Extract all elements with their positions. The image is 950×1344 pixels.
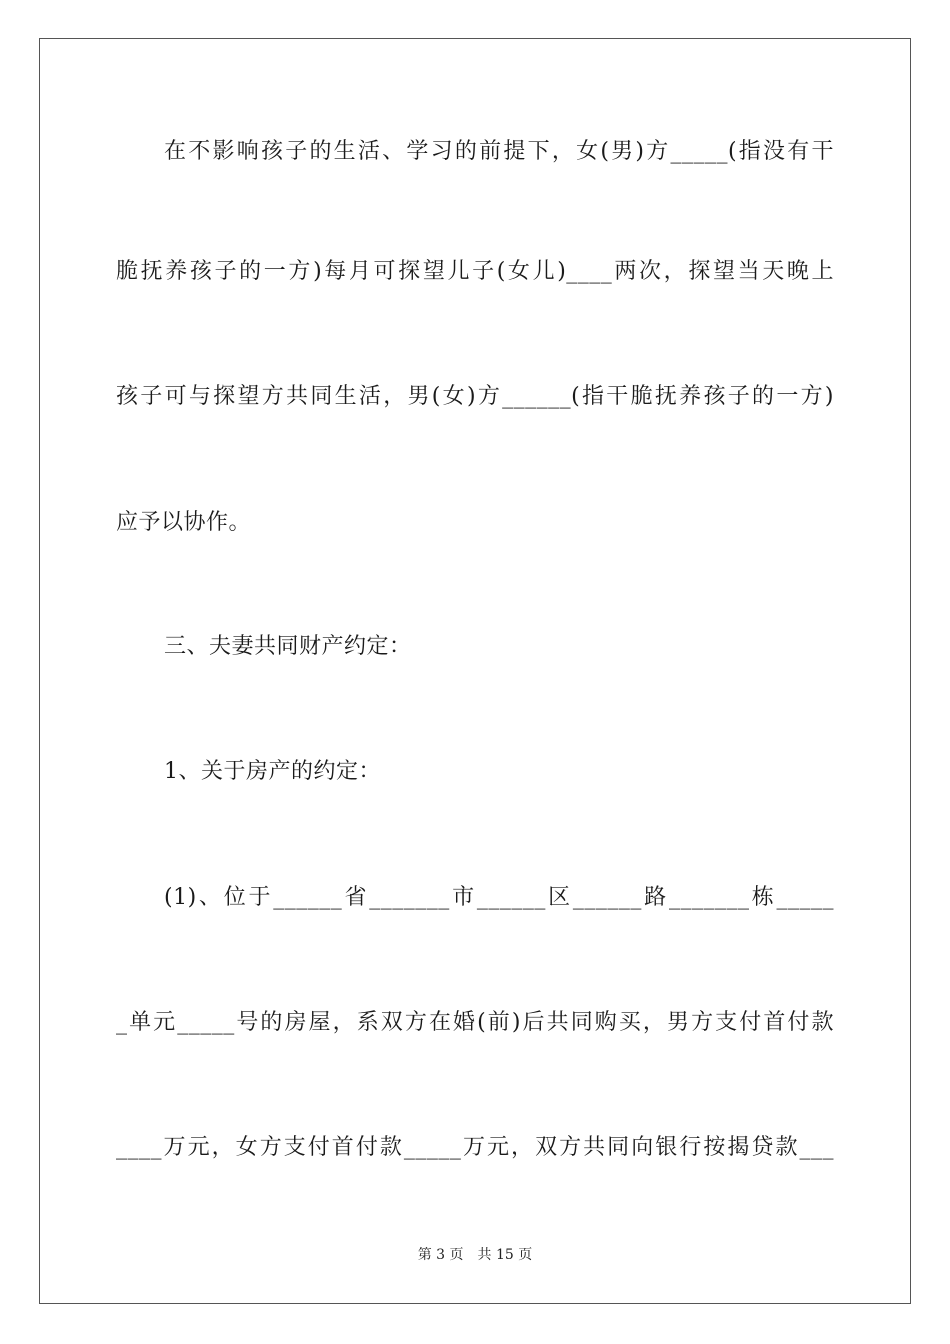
paragraph-property-line-2: _单元_____号的房屋，系双方在婚(前)后共同购买，男方支付首付款 [116,1010,834,1035]
page-total: 共 15 页 [477,1247,533,1263]
paragraph-visitation-line-4: 应予以协作。 [116,510,252,535]
paragraph-visitation-line-2: 脆抚养孩子的一方)每月可探望儿子(女儿)____两次，探望当天晚上 [116,259,834,284]
paragraph-property-line-3: ____万元，女方支付首付款_____万元，双方共同向银行按揭贷款___ [116,1135,834,1160]
paragraph-visitation-line-3: 孩子可与探望方共同生活，男(女)方______(指干脆抚养孩子的一方) [116,384,834,409]
page-border [39,38,911,1304]
page-footer [0,1246,950,1264]
paragraph-property-line-1: (1)、位于______省_______市______区______路_______栋_____ [164,885,834,910]
section-heading-joint-property: 三、夫妻共同财产约定： [164,634,412,659]
paragraph-visitation-line-1: 在不影响孩子的生活、学习的前提下，女(男)方_____(指没有干 [164,139,834,164]
page-number: 第 3 页 [417,1247,464,1263]
subheading-real-estate: 1、关于房产的约定： [164,759,381,784]
